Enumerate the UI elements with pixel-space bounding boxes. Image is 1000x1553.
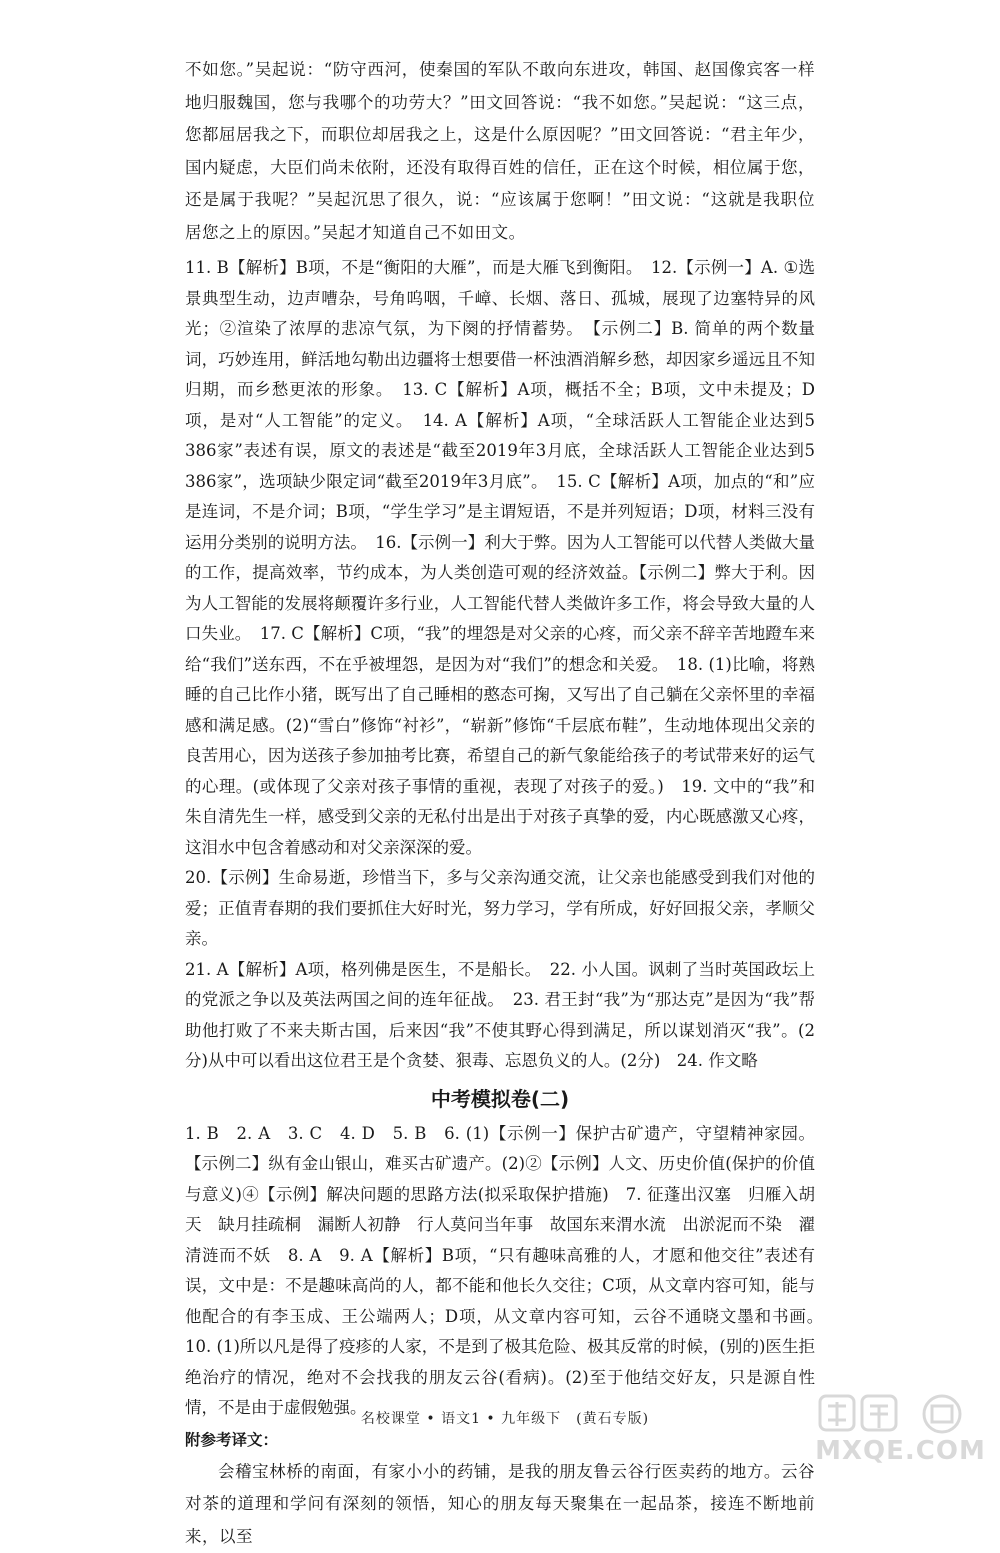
answers-block-3: 21. A【解析】A项，格列佛是医生，不是船长。 22. 小人国。讽刺了当时英国政坛上的党派之争以及英法两国之间的连年征战。 23. 君王封“我”为“那达克”是因为“我”帮助他打败了不来夫斯古国，后来因“我”不使其野心得到满足，所以谋划消灭“我”。(2分)从中可以看出这位君王是个贪婪、狠毒、忘恩负义的人。(2分) 24. 作文略 — [185, 955, 815, 1077]
section-title: 中考模拟卷(二) — [185, 1079, 815, 1119]
answer-page — [185, 54, 815, 1553]
reference-translation-title: 附参考译文： — [185, 1424, 815, 1456]
translation-paragraph-bottom: 会稽宝林桥的南面，有家小小的药铺，是我的朋友鲁云谷行医卖药的地方。云谷对茶的道理和学问有深刻的领悟，知心的朋友每天聚集在一起品茶，接连不断地前来，以至 — [185, 1456, 815, 1553]
watermark-logo-icon — [818, 1392, 983, 1436]
page-footer: 名校课堂 • 语文1 • 九年级下 (黄石专版) — [345, 1408, 665, 1428]
answers-block-1: 11. B【解析】B项，不是“衡阳的大雁”，而是大雁飞到衡阳。 12.【示例一】A. ①选景典型生动，边声嘈杂，号角呜咽，千嶂、长烟、落日、孤城，展现了边塞特异的风光；②渲染了浓厚的悲凉气氛，为下阕的抒情蓄势。 【示例二】B. 简单的两个数量词，巧妙连用，鲜活地勾勒出边疆将士想要借一杯浊酒消解乡愁，却因家乡遥远且不知归期，而乡愁更浓的形象。 13. C【解析】A项，概括不全；B项，文中未提及；D项，是对“人工智能”的定义。 14. A【解析】A项，“全球活跃人工智能企业达到5 386家”表述有误，原文的表述是“截至2019年3月底，全球活跃人工智能企业达到5 386家”，选项缺少限定词“截至2019年3月底”。 15. C【解析】A项，加点的“和”应是连词，不是介词；B项，“学生学习”是主谓短语，不是并列短语；D项，材料三没有运用分类别的说明方法。 16.【示例一】利大于弊。因为人工智能可以代替人类做大量的工作，提高效率，节约成本，为人类创造可观的经济效益。【示例二】弊大于利。因为人工智能的发展将颠覆许多行业，人工智能代替人类做许多工作，将会导致大量的人口失业。 17. C【解析】C项，“我”的埋怨是对父亲的心疼，而父亲不辞辛苦地蹬车来给“我们”送东西，不在乎被埋怨，是因为对“我们”的想念和关爱。 18. (1)比喻，将熟睡的自己比作小猪，既写出了自己睡相的憨态可掬，又写出了自己躺在父亲怀里的幸福感和满足感。(2)“雪白”修饰“衬衫”，“崭新”修饰“千层底布鞋”，生动地体现出父亲的良苦用心，因为送孩子参加抽考比赛，希望自己的新气象能给孩子的考试带来好的运气的心理。(或体现了父亲对孩子事情的重视，表现了对孩子的爱。) 19. 文中的“我”和朱自清先生一样，感受到父亲的无私付出是出于对孩子真挚的爱，内心既感激又心疼，这泪水中包含着感动和对父亲深深的爱。 — [185, 253, 815, 863]
translation-paragraph-top: 不如您。”吴起说：“防守西河，使秦国的军队不敢向东进攻，韩国、赵国像宾客一样地归服魏国，您与我哪个的功劳大？”田文回答说：“我不如您。”吴起说：“这三点，您都屈居我之下，而职位却居我之上，这是什么原因呢？”田文回答说：“君主年少，国内疑虑，大臣们尚未依附，还没有取得百姓的信任，正在这个时候，相位属于您，还是属于我呢？”吴起沉思了很久，说：“应该属于您啊！”田文说：“这就是我职位居您之上的原因。”吴起才知道自己不如田文。 — [185, 54, 815, 249]
watermark-site: MXQE.COM — [808, 1436, 993, 1466]
answers-block-2: 20.【示例】生命易逝，珍惜当下，多与父亲沟通交流，让父亲也能感受到我们对他的爱；正值青春期的我们要抓住大好时光，努力学习，学有所成，好好回报父亲，孝顺父亲。 — [185, 863, 815, 955]
answers-block-4: 1. B 2. A 3. C 4. D 5. B 6. (1)【示例一】保护古矿遗产，守望精神家园。【示例二】纵有金山银山，难买古矿遗产。(2)②【示例】人文、历史价值(保护的价值与意义)④【示例】解决问题的思路方法(拟采取保护措施) 7. 征蓬出汉塞 归雁入胡天 缺月挂疏桐 漏断人初静 行人莫问当年事 故国东来渭水流 出淤泥而不染 濯清涟而不妖 8. A 9. A【解析】B项，“只有趣味高雅的人，才愿和他交往”表述有误，文中是：不是趣味高尚的人，都不能和他长久交往；C项，从文章内容可知，能与他配合的有李玉成、王公端两人；D项，从文章内容可知，云谷不通晓文墨和书画。 10. (1)所以凡是得了疫疹的人家，不是到了极其危险、极其反常的时候，(别的)医生拒绝治疗的情况，绝对不会找我的朋友云谷(看病)。(2)至于他结交好友，只是源自性情，不是由于虚假勉强。 — [185, 1119, 815, 1424]
watermark — [808, 1392, 993, 1470]
